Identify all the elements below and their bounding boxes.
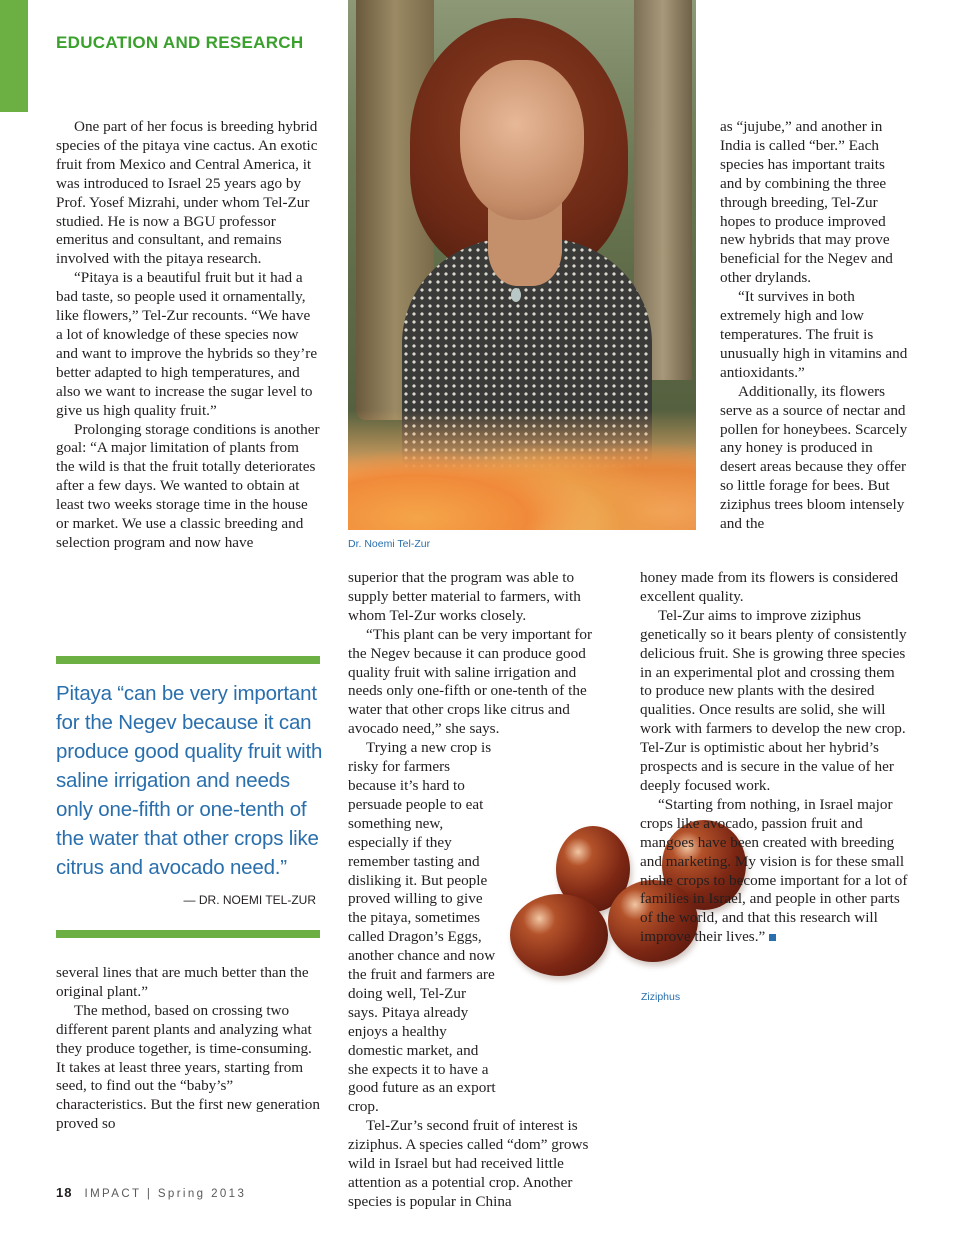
paragraph: “It survives in both extremely high and low temperatures. The fruit is unusually high in vitamins and antioxidants.”: [720, 288, 908, 381]
article-column-1-continued: [56, 964, 322, 1134]
portrait-photo: [348, 0, 696, 530]
pullquote-top-rule: [56, 656, 320, 664]
paragraph: honey made from its flowers is considered excellent quality.: [640, 569, 899, 605]
paragraph: as “jujube,” and another in India is called “ber.” Each species has important traits and by combining the three through breeding, Tel-Zur hopes to produce improved new hybrids that may prove beneficial for the Negev and other drylands.: [720, 118, 893, 287]
page-number: 18: [56, 1185, 73, 1200]
paragraph: “This plant can be very important for the Negev because it can produce good quality fruit with saline irrigation and needs only one-fifth or one-tenth of the water that other crops like citrus and avocado need,” she says.: [348, 625, 593, 738]
paragraph: The method, based on crossing two different parent plants and analyzing what they produce together, is time-consuming. It takes at least three years, starting from seed, to find out the “baby’s” characteristics. But the first new generation proved so: [56, 1001, 320, 1133]
pullquote-bottom-rule: [56, 930, 320, 938]
paragraph: Trying a new crop is risky for farmers because it’s hard to persuade people to eat something new, especially if they remember tasting and disliking it. But people proved willing to give the pitaya, sometimes called Dragon’s Eggs, another chance and now the fruit and farmers are doing well, Tel-Zur says. Pitaya already enjoys a healthy domestic market, and she expects it to have a good future as an export crop.: [348, 739, 496, 1116]
page-footer: [56, 1185, 246, 1200]
paragraph: superior that the program was able to supply better material to farmers, with whom Tel-Zur works closely.: [348, 569, 581, 624]
pullquote-attribution: — DR. NOEMI TEL-ZUR: [183, 893, 316, 907]
closing-quote: “Starting from nothing, in Israel major crops like avocado, passion fruit and mangoes have been created with breeding and marketing. My vision is for these small niche crops to become important for a lot of families in Israel, and people in other parts of the world, and that this research will improve their lives.”: [640, 795, 908, 946]
section-color-bar: [0, 0, 28, 112]
pullquote: Pitaya “can be very important for the Negev because it can produce good quality fruit with saline irrigation and needs only one-fifth or one-tenth of the water that other crops like citrus and avocado need.”: [56, 682, 323, 879]
paragraph: Additionally, its flowers serve as a source of nectar and pollen for honeybees. Scarcely any honey is produced in desert areas because they offer so little forage for bees. But ziziphus trees bloom intensely and the: [720, 382, 908, 533]
article-column-3: [720, 118, 908, 534]
portrait-pendant: [511, 288, 521, 302]
foreground-flowers: [348, 410, 696, 530]
paragraph: [640, 796, 908, 947]
ziziphus-fruit-image: [510, 894, 608, 976]
paragraph: several lines that are much better than the original plant.”: [56, 964, 309, 1000]
paragraph: “Pitaya is a beautiful fruit but it had a bad taste, so people used it ornamentally, like flowers,” Tel-Zur recounts. “We have a lot of knowledge of these species now and want to improve the hybrids so they’re better adapted to high temperatures, and also we want to increase the sugar level to give us high quality fruit.”: [56, 269, 318, 419]
end-of-article-mark: [769, 934, 776, 941]
portrait-face: [460, 60, 584, 220]
paragraph: Tel-Zur’s second fruit of interest is ziziphus. A species called “dom” grows wild in Israel but had received little attention as a potential crop. Another species is popular in China: [348, 1117, 589, 1210]
paragraph: Prolonging storage conditions is another goal: “A major limitation of plants from the wild is that the fruit totally deteriorates after a few days. We wanted to obtain at least two weeks storage time in the house or market. We use a classic breeding and selection program and now have: [56, 420, 320, 551]
section-label: EDUCATION AND RESEARCH: [56, 33, 304, 52]
paragraph: One part of her focus is breeding hybrid species of the pitaya vine cactus. An exotic fruit from Mexico and Central America, it was introduced to Israel 25 years ago by Prof. Yosef Mizrahi, under whom Tel-Zur studied. He is now a BGU professor emeritus and consultant, and remains involved with the pitaya research.: [56, 118, 318, 268]
paragraph: Tel-Zur aims to improve ziziphus genetically so it bears plenty of consistently delicious fruit. She is growing three species in an experimental plot and crossing them to produce new plants with the desired qualities. Once results are solid, she will work with farmers to develop the new crop. Tel-Zur is optimistic about her hybrid’s prospects and is secure in the value of her deeply focused work.: [640, 606, 907, 794]
article-column-3-continued: [640, 569, 908, 947]
publication-name: IMPACT | Spring 2013: [84, 1188, 247, 1200]
fruit-caption: Ziziphus: [641, 991, 681, 1003]
article-column-1: [56, 118, 320, 553]
photo-caption: Dr. Noemi Tel-Zur: [348, 538, 431, 550]
